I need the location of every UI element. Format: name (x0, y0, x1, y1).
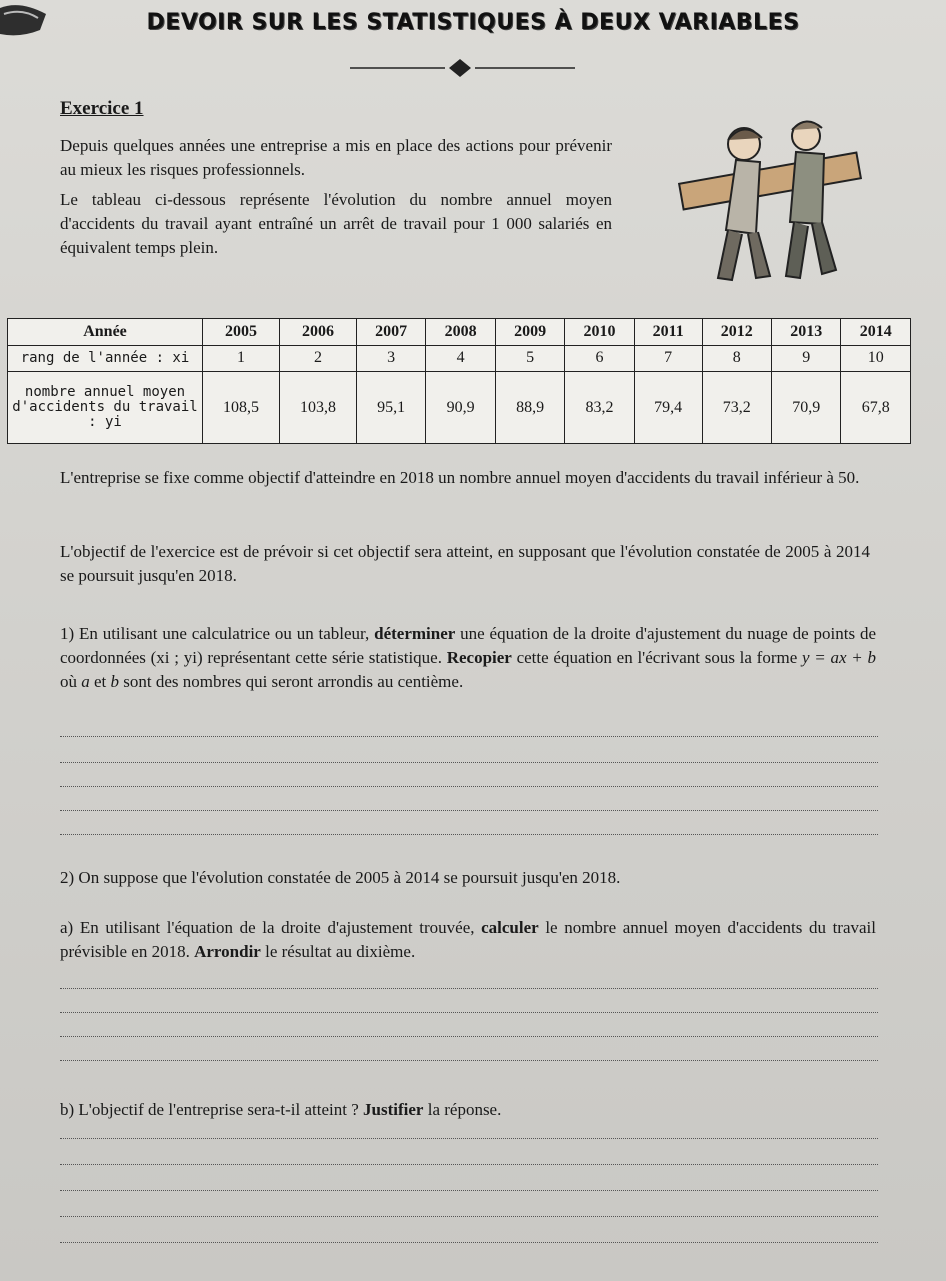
intro-paragraph-2: Le tableau ci-dessous représente l'évolution du nombre annuel moyen d'accidents du travail ayant entraîné un arrêt de travail pour 1 000 salariés en équivalent temps plein. (60, 190, 612, 257)
answer-line[interactable] (60, 1138, 878, 1139)
accident-cell: 73,2 (702, 372, 771, 444)
year-cell: 2009 (495, 319, 564, 346)
rank-cell: 4 (426, 345, 495, 372)
q1-keyword-determine: déterminer (374, 624, 456, 643)
answer-line[interactable] (60, 762, 878, 763)
question-2b (60, 1098, 876, 1122)
rank-cell: 3 (356, 345, 425, 372)
answer-line[interactable] (60, 988, 878, 989)
accident-cell: 88,9 (495, 372, 564, 444)
rank-cell: 7 (634, 345, 702, 372)
answer-line[interactable] (60, 1190, 878, 1191)
q1-text: cette équation en l'écrivant sous la forme (511, 648, 802, 667)
goal-paragraph: L'objectif de l'exercice est de prévoir si cet objectif sera atteint, en supposant que l'évolution constatée de 2005 à 2014 se poursuit jusqu'en 2018. (60, 542, 870, 585)
accident-cell: 83,2 (565, 372, 634, 444)
answer-line[interactable] (60, 1242, 878, 1243)
q1-var-b: b (110, 672, 120, 691)
q1-text: une équation de la droite d'ajustement du nuage de points de coordonnées (xi ; yi) représentant cette série statistique. (60, 624, 876, 667)
table-row-ranks (8, 345, 911, 372)
accident-cell: 67,8 (841, 372, 911, 444)
table-row-years (8, 319, 911, 346)
year-cell: 2014 (841, 319, 911, 346)
q2a-keyword-round: Arrondir (194, 942, 261, 961)
row-label-rank: rang de l'année : xi (8, 345, 203, 372)
q2b-text: b) L'objectif de l'entreprise sera-t-il atteint ? (60, 1100, 364, 1119)
rank-cell: 9 (772, 345, 841, 372)
q2a-text: le résultat au dixième. (260, 942, 416, 961)
q1-text: et (89, 672, 111, 691)
q2b-keyword-justify: Justifier (363, 1100, 424, 1119)
objective-paragraph: L'entreprise se fixe comme objectif d'atteindre en 2018 un nombre annuel moyen d'accidents du travail inférieur à 50. (60, 468, 860, 487)
rank-cell: 5 (495, 345, 564, 372)
answer-line[interactable] (60, 1164, 878, 1165)
q1-keyword-copy: Recopier (446, 648, 512, 667)
accident-cell: 95,1 (356, 372, 425, 444)
row-label-year: Année (8, 319, 203, 346)
answer-line[interactable] (60, 834, 878, 835)
accident-cell: 103,8 (279, 372, 356, 444)
row-label-accidents: nombre annuel moyen d'accidents du travail : yi (8, 372, 203, 444)
year-cell: 2006 (279, 319, 356, 346)
page-title: DEVOIR SUR LES STATISTIQUES À DEUX VARIABLES (146, 10, 800, 35)
year-cell: 2010 (565, 319, 634, 346)
question-2: 2) On suppose que l'évolution constatée de 2005 à 2014 se poursuit jusqu'en 2018. (60, 868, 621, 887)
year-cell: 2012 (702, 319, 771, 346)
exercise-heading: Exercice 1 (60, 98, 144, 119)
answer-line[interactable] (60, 1216, 878, 1217)
rank-cell: 10 (841, 345, 911, 372)
diamond-separator-icon (340, 58, 580, 78)
rank-cell: 6 (565, 345, 634, 372)
year-cell: 2008 (426, 319, 495, 346)
answer-line[interactable] (60, 786, 878, 787)
rank-cell: 1 (203, 345, 280, 372)
question-1 (60, 622, 876, 694)
accident-cell: 90,9 (426, 372, 495, 444)
q2a-text: le nombre annuel moyen d'accidents du travail prévisible en 2018. (60, 918, 876, 961)
q1-text: 1) En utilisant une calculatrice ou un tableur, (60, 624, 375, 643)
q2a-keyword-calculate: calculer (481, 918, 539, 937)
answer-line[interactable] (60, 1012, 878, 1013)
q1-equation: y = ax + b (802, 648, 876, 667)
workers-carrying-plank-illustration (676, 110, 866, 290)
statistics-table (7, 318, 911, 444)
question-2a (60, 916, 876, 964)
answer-line[interactable] (60, 1060, 878, 1061)
year-cell: 2005 (203, 319, 280, 346)
intro-paragraph-1: Depuis quelques années une entreprise a mis en place des actions pour prévenir au mieux les risques professionnels. (60, 136, 612, 179)
q2b-text: la réponse. (423, 1100, 502, 1119)
answer-line[interactable] (60, 810, 878, 811)
accident-cell: 108,5 (203, 372, 280, 444)
accident-cell: 79,4 (634, 372, 702, 444)
q2a-text: a) En utilisant l'équation de la droite d'ajustement trouvée, (60, 918, 482, 937)
year-cell: 2013 (772, 319, 841, 346)
rank-cell: 2 (279, 345, 356, 372)
q1-var-a: a (81, 672, 90, 691)
q1-text: où (60, 672, 82, 691)
q1-text: sont des nombres qui seront arrondis au centième. (119, 672, 464, 691)
accident-cell: 70,9 (772, 372, 841, 444)
year-cell: 2007 (356, 319, 425, 346)
answer-line[interactable] (60, 736, 878, 737)
rank-cell: 8 (702, 345, 771, 372)
answer-line[interactable] (60, 1036, 878, 1037)
year-cell: 2011 (634, 319, 702, 346)
table-row-accidents (8, 372, 911, 444)
